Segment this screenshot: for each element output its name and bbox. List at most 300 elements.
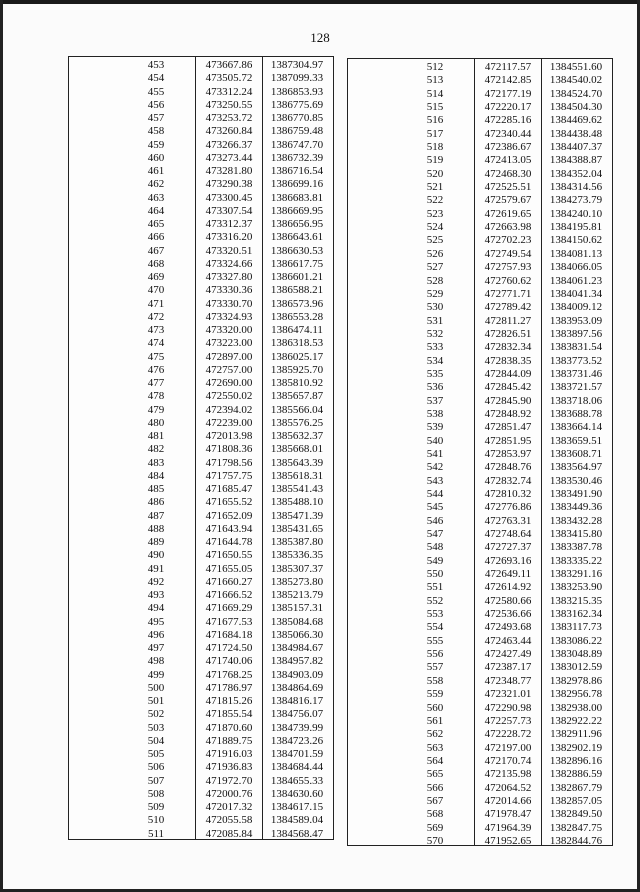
y-coordinate: 1386553.28 <box>270 310 324 323</box>
table-row <box>348 595 612 608</box>
point-number: 556 <box>426 648 444 661</box>
x-coordinate: 473324.93 <box>205 310 253 323</box>
y-coordinate: 1385273.80 <box>270 575 324 588</box>
table-row <box>69 655 333 668</box>
y-coordinate: 1384195.81 <box>549 221 603 234</box>
y-coordinate: 1384756.07 <box>270 708 324 721</box>
table-row <box>348 621 612 634</box>
point-number: 563 <box>426 741 444 754</box>
point-number: 473 <box>147 324 165 336</box>
table-row <box>348 541 612 554</box>
y-coordinate: 1387304.97 <box>270 59 324 71</box>
point-number: 458 <box>147 125 165 138</box>
point-number: 537 <box>426 394 444 407</box>
point-number: 519 <box>426 154 444 167</box>
y-coordinate: 1384009.12 <box>549 301 603 314</box>
y-coordinate: 1386759.48 <box>270 125 324 138</box>
x-coordinate: 471660.27 <box>205 575 253 588</box>
point-number: 557 <box>426 661 444 674</box>
y-coordinate: 1384388.87 <box>549 154 603 167</box>
x-coordinate: 472064.52 <box>484 781 532 794</box>
y-coordinate: 1384066.05 <box>549 261 603 274</box>
x-coordinate: 472749.54 <box>484 247 532 260</box>
table-row <box>348 755 612 768</box>
point-number: 496 <box>147 628 165 641</box>
point-number: 553 <box>426 608 444 621</box>
point-number: 567 <box>426 794 444 807</box>
y-coordinate: 1382956.78 <box>549 688 603 701</box>
point-number: 479 <box>147 403 165 416</box>
point-number: 489 <box>147 536 165 548</box>
y-coordinate: 1386699.16 <box>270 178 324 191</box>
x-coordinate: 473320.51 <box>205 244 253 257</box>
y-coordinate: 1383664.14 <box>549 421 603 434</box>
point-number: 547 <box>426 528 444 541</box>
table-row <box>69 496 333 509</box>
y-coordinate: 1386669.95 <box>270 204 324 217</box>
y-coordinate: 1382886.59 <box>549 768 603 781</box>
table-row <box>69 125 333 138</box>
table-row <box>348 221 612 234</box>
x-coordinate: 471936.83 <box>205 761 253 774</box>
x-coordinate: 472838.35 <box>484 354 532 367</box>
table-row <box>348 181 612 194</box>
y-coordinate: 1384352.04 <box>549 167 603 180</box>
x-coordinate: 471652.09 <box>205 509 253 522</box>
y-coordinate: 1385084.68 <box>270 615 324 628</box>
point-number: 493 <box>147 589 165 601</box>
y-coordinate: 1384655.33 <box>270 774 324 787</box>
y-coordinate: 1383432.28 <box>549 514 603 527</box>
point-number: 475 <box>147 350 165 363</box>
y-coordinate: 1384273.79 <box>549 194 603 207</box>
point-number: 545 <box>426 501 444 514</box>
table-row <box>69 788 333 801</box>
x-coordinate: 471808.36 <box>205 443 253 456</box>
x-coordinate: 472757.00 <box>205 363 253 376</box>
point-number: 502 <box>147 708 165 721</box>
y-coordinate: 1383253.90 <box>549 581 603 594</box>
x-coordinate: 472810.32 <box>484 488 532 500</box>
point-number: 484 <box>147 469 165 482</box>
point-number: 550 <box>426 568 444 581</box>
x-coordinate: 473281.80 <box>205 165 253 177</box>
point-number: 478 <box>147 390 165 403</box>
point-number: 490 <box>147 549 165 562</box>
y-coordinate: 1383415.80 <box>549 528 603 541</box>
table-row <box>348 194 612 207</box>
y-coordinate: 1384617.15 <box>270 801 324 813</box>
x-coordinate: 472536.66 <box>484 608 532 621</box>
point-number: 541 <box>426 447 444 460</box>
y-coordinate: 1385488.10 <box>270 496 324 509</box>
y-coordinate: 1385925.70 <box>270 363 324 376</box>
x-coordinate: 472727.37 <box>484 541 532 554</box>
point-number: 514 <box>426 87 444 100</box>
y-coordinate: 1386573.96 <box>270 297 324 310</box>
y-coordinate: 1385066.30 <box>270 628 324 641</box>
y-coordinate: 1386656.95 <box>270 218 324 230</box>
table-body <box>69 59 333 841</box>
x-coordinate: 472463.44 <box>484 634 532 647</box>
y-coordinate: 1383953.09 <box>549 314 603 327</box>
x-coordinate: 472690.00 <box>205 377 253 389</box>
point-number: 482 <box>147 443 165 456</box>
coordinate-table-right <box>347 58 613 846</box>
y-coordinate: 1384589.04 <box>270 814 324 827</box>
x-coordinate: 471740.06 <box>205 655 253 668</box>
x-coordinate: 471798.56 <box>205 456 253 469</box>
x-coordinate: 472771.71 <box>484 287 532 300</box>
y-coordinate: 1383215.35 <box>549 594 603 607</box>
table-row <box>348 301 612 314</box>
y-coordinate: 1384701.59 <box>270 748 324 760</box>
table-row <box>348 368 612 381</box>
table-row <box>348 154 612 167</box>
x-coordinate: 472845.42 <box>484 381 532 394</box>
table-row <box>348 88 612 101</box>
x-coordinate: 472170.74 <box>484 754 532 767</box>
x-coordinate: 471669.29 <box>205 602 253 615</box>
point-number: 527 <box>426 261 444 274</box>
point-number: 564 <box>426 754 444 767</box>
y-coordinate: 1384568.47 <box>270 827 324 840</box>
point-number: 566 <box>426 781 444 794</box>
point-number: 551 <box>426 581 444 594</box>
page-number: 128 <box>310 30 330 45</box>
x-coordinate: 471666.52 <box>205 589 253 601</box>
x-coordinate: 472760.62 <box>484 274 532 287</box>
point-number: 504 <box>147 734 165 747</box>
table-row <box>348 421 612 434</box>
table-row <box>69 311 333 324</box>
y-coordinate: 1384551.60 <box>549 61 603 73</box>
point-number: 543 <box>426 474 444 487</box>
x-coordinate: 471855.54 <box>205 708 253 721</box>
x-coordinate: 471972.70 <box>205 774 253 787</box>
table-row <box>348 768 612 781</box>
x-coordinate: 472757.93 <box>484 261 532 274</box>
y-coordinate: 1383335.22 <box>549 554 603 567</box>
x-coordinate: 471916.03 <box>205 748 253 760</box>
y-coordinate: 1383773.52 <box>549 354 603 367</box>
table-row <box>69 430 333 443</box>
x-coordinate: 472239.00 <box>205 416 253 429</box>
y-coordinate: 1383530.46 <box>549 474 603 487</box>
table-row <box>348 208 612 221</box>
table-row <box>69 298 333 311</box>
y-coordinate: 1386716.54 <box>270 165 324 177</box>
y-coordinate: 1382847.75 <box>549 821 603 834</box>
y-coordinate: 1386643.61 <box>270 231 324 244</box>
point-number: 518 <box>426 141 444 154</box>
table-row <box>348 488 612 501</box>
x-coordinate: 471724.50 <box>205 642 253 654</box>
x-coordinate: 473327.80 <box>205 271 253 283</box>
x-coordinate: 473250.55 <box>205 98 253 111</box>
x-coordinate: 472177.19 <box>484 87 532 100</box>
point-number: 453 <box>147 59 165 71</box>
table-row <box>69 351 333 364</box>
x-coordinate: 472427.49 <box>484 648 532 661</box>
table-row <box>348 782 612 795</box>
table-row <box>69 271 333 284</box>
point-number: 513 <box>426 74 444 87</box>
point-number: 500 <box>147 681 165 694</box>
x-coordinate: 471655.05 <box>205 562 253 575</box>
x-coordinate: 473330.36 <box>205 284 253 297</box>
point-number: 538 <box>426 407 444 420</box>
point-number: 562 <box>426 728 444 741</box>
point-number: 485 <box>147 483 165 495</box>
x-coordinate: 472135.98 <box>484 768 532 781</box>
point-number: 558 <box>426 674 444 687</box>
table-row <box>69 152 333 165</box>
y-coordinate: 1384504.30 <box>549 101 603 114</box>
x-coordinate: 472848.92 <box>484 407 532 420</box>
table-row <box>69 139 333 152</box>
table-row <box>69 761 333 774</box>
x-coordinate: 472290.98 <box>484 701 532 714</box>
y-coordinate: 1385632.37 <box>270 430 324 442</box>
point-number: 498 <box>147 655 165 668</box>
y-coordinate: 1383117.73 <box>550 621 602 634</box>
y-coordinate: 1382896.16 <box>549 754 603 767</box>
x-coordinate: 472257.73 <box>484 714 532 727</box>
y-coordinate: 1384081.13 <box>549 247 603 260</box>
table-row <box>69 735 333 748</box>
table-row <box>69 165 333 178</box>
table-row <box>69 205 333 218</box>
table-row <box>348 234 612 247</box>
x-coordinate: 472763.31 <box>484 514 532 527</box>
y-coordinate: 1386853.93 <box>270 85 324 98</box>
table-row <box>69 576 333 589</box>
point-number: 560 <box>426 701 444 714</box>
y-coordinate: 1386025.17 <box>270 350 324 363</box>
x-coordinate: 471757.75 <box>205 469 253 482</box>
y-coordinate: 1386617.75 <box>270 257 324 270</box>
point-number: 517 <box>426 127 444 140</box>
y-coordinate: 1387099.33 <box>270 72 324 85</box>
point-number: 457 <box>147 112 165 124</box>
x-coordinate: 472348.77 <box>484 674 532 687</box>
point-number: 487 <box>147 509 165 522</box>
table-row <box>69 377 333 390</box>
y-coordinate: 1383387.78 <box>549 541 603 554</box>
x-coordinate: 473312.24 <box>205 85 253 98</box>
table-row <box>69 536 333 549</box>
table-body <box>348 61 612 848</box>
table-row <box>69 231 333 244</box>
x-coordinate: 473260.84 <box>205 125 253 138</box>
table-row <box>69 483 333 496</box>
table-row <box>348 795 612 808</box>
point-number: 569 <box>426 821 444 834</box>
table-row <box>69 801 333 814</box>
table-row <box>348 408 612 421</box>
y-coordinate: 1384469.62 <box>549 114 603 127</box>
table-row <box>69 443 333 456</box>
table-row <box>69 218 333 231</box>
point-number: 464 <box>147 204 165 217</box>
point-number: 511 <box>147 827 165 840</box>
point-number: 503 <box>147 721 165 734</box>
point-number: 459 <box>147 138 165 151</box>
point-number: 536 <box>426 381 444 394</box>
table-row <box>69 59 333 72</box>
point-number: 535 <box>426 367 444 380</box>
y-coordinate: 1385471.39 <box>270 509 324 522</box>
table-row <box>69 629 333 642</box>
x-coordinate: 472851.95 <box>484 434 532 447</box>
y-coordinate: 1382849.50 <box>549 808 603 821</box>
table-row <box>348 128 612 141</box>
table-row <box>348 835 612 848</box>
x-coordinate: 472619.65 <box>484 207 532 220</box>
point-number: 492 <box>147 575 165 588</box>
y-coordinate: 1384816.17 <box>270 695 324 707</box>
table-row <box>69 510 333 523</box>
table-row <box>348 515 612 528</box>
y-coordinate: 1383659.51 <box>549 434 603 447</box>
x-coordinate: 472493.68 <box>484 621 532 634</box>
point-number: 539 <box>426 421 444 434</box>
y-coordinate: 1383162.34 <box>549 608 603 621</box>
table-row <box>69 549 333 562</box>
x-coordinate: 472014.66 <box>484 794 532 807</box>
x-coordinate: 471685.47 <box>205 483 253 495</box>
point-number: 471 <box>147 297 165 310</box>
y-coordinate: 1384061.23 <box>549 274 603 287</box>
x-coordinate: 473320.00 <box>205 324 253 336</box>
point-number: 516 <box>426 114 444 127</box>
point-number: 546 <box>426 514 444 527</box>
x-coordinate: 471643.94 <box>205 522 253 535</box>
x-coordinate: 473324.66 <box>205 257 253 270</box>
point-number: 508 <box>147 787 165 800</box>
table-row <box>69 748 333 761</box>
x-coordinate: 472579.67 <box>484 194 532 207</box>
x-coordinate: 471684.18 <box>205 628 253 641</box>
x-coordinate: 472844.09 <box>484 367 532 380</box>
point-number: 526 <box>426 247 444 260</box>
x-coordinate: 472811.27 <box>484 314 532 327</box>
x-coordinate: 472848.76 <box>484 461 532 474</box>
x-coordinate: 472776.86 <box>484 501 532 514</box>
table-row <box>69 642 333 655</box>
point-number: 549 <box>426 554 444 567</box>
table-row <box>69 589 333 602</box>
y-coordinate: 1385213.79 <box>270 589 324 601</box>
table-row <box>348 742 612 755</box>
table-row <box>348 555 612 568</box>
y-coordinate: 1384684.44 <box>270 761 324 774</box>
point-number: 522 <box>426 194 444 207</box>
x-coordinate: 473223.00 <box>205 337 253 350</box>
table-row <box>69 112 333 125</box>
table-row <box>69 616 333 629</box>
point-number: 544 <box>426 488 444 500</box>
y-coordinate: 1384957.82 <box>270 655 324 668</box>
point-number: 524 <box>426 221 444 234</box>
point-number: 468 <box>147 257 165 270</box>
y-coordinate: 1383012.59 <box>549 661 603 674</box>
y-coordinate: 1384723.26 <box>270 734 324 747</box>
point-number: 540 <box>426 434 444 447</box>
y-coordinate: 1386683.81 <box>270 191 324 204</box>
table-row <box>348 141 612 154</box>
y-coordinate: 1386601.21 <box>270 271 324 283</box>
x-coordinate: 472394.02 <box>205 403 253 416</box>
x-coordinate: 472649.11 <box>484 568 532 581</box>
table-row <box>69 404 333 417</box>
y-coordinate: 1384314.56 <box>549 181 603 194</box>
point-number: 523 <box>426 207 444 220</box>
x-coordinate: 471815.26 <box>205 695 253 707</box>
y-coordinate: 1385157.31 <box>270 602 324 615</box>
y-coordinate: 1386775.69 <box>270 98 324 111</box>
point-number: 559 <box>426 688 444 701</box>
table-row <box>69 390 333 403</box>
table-row <box>69 563 333 576</box>
x-coordinate: 473667.86 <box>205 59 253 71</box>
point-number: 532 <box>426 327 444 340</box>
scan-edge-top <box>0 0 640 4</box>
table-row <box>348 675 612 688</box>
point-number: 466 <box>147 231 165 244</box>
point-number: 507 <box>147 774 165 787</box>
table-row <box>348 395 612 408</box>
table-row <box>348 61 612 74</box>
y-coordinate: 1383718.06 <box>549 394 603 407</box>
table-row <box>348 661 612 674</box>
point-number: 531 <box>426 314 444 327</box>
point-number: 568 <box>426 808 444 821</box>
y-coordinate: 1386770.85 <box>270 112 324 124</box>
y-coordinate: 1385431.65 <box>270 522 324 535</box>
point-number: 528 <box>426 274 444 287</box>
y-coordinate: 1383291.16 <box>549 568 603 581</box>
x-coordinate: 472550.02 <box>205 390 253 403</box>
x-coordinate: 473505.72 <box>205 72 253 85</box>
scan-edge-left <box>0 0 3 892</box>
y-coordinate: 1383831.54 <box>549 341 603 354</box>
y-coordinate: 1385576.25 <box>270 416 324 429</box>
x-coordinate: 472197.00 <box>484 741 532 754</box>
coordinate-table-left <box>68 56 334 840</box>
y-coordinate: 1384540.02 <box>549 74 603 87</box>
y-coordinate: 1386474.11 <box>271 324 323 336</box>
point-number: 515 <box>426 101 444 114</box>
x-coordinate: 472220.17 <box>484 101 532 114</box>
table-row <box>69 258 333 271</box>
table-row <box>348 461 612 474</box>
point-number: 497 <box>147 642 165 654</box>
x-coordinate: 472663.98 <box>484 221 532 234</box>
point-number: 509 <box>147 801 165 813</box>
point-number: 534 <box>426 354 444 367</box>
y-coordinate: 1386318.53 <box>270 337 324 350</box>
x-coordinate: 473316.20 <box>205 231 253 244</box>
x-coordinate: 472832.34 <box>484 341 532 354</box>
x-coordinate: 471650.55 <box>205 549 253 562</box>
x-coordinate: 472285.16 <box>484 114 532 127</box>
table-row <box>69 337 333 350</box>
y-coordinate: 1383491.90 <box>549 488 603 500</box>
table-row <box>348 528 612 541</box>
y-coordinate: 1385307.37 <box>270 562 324 575</box>
